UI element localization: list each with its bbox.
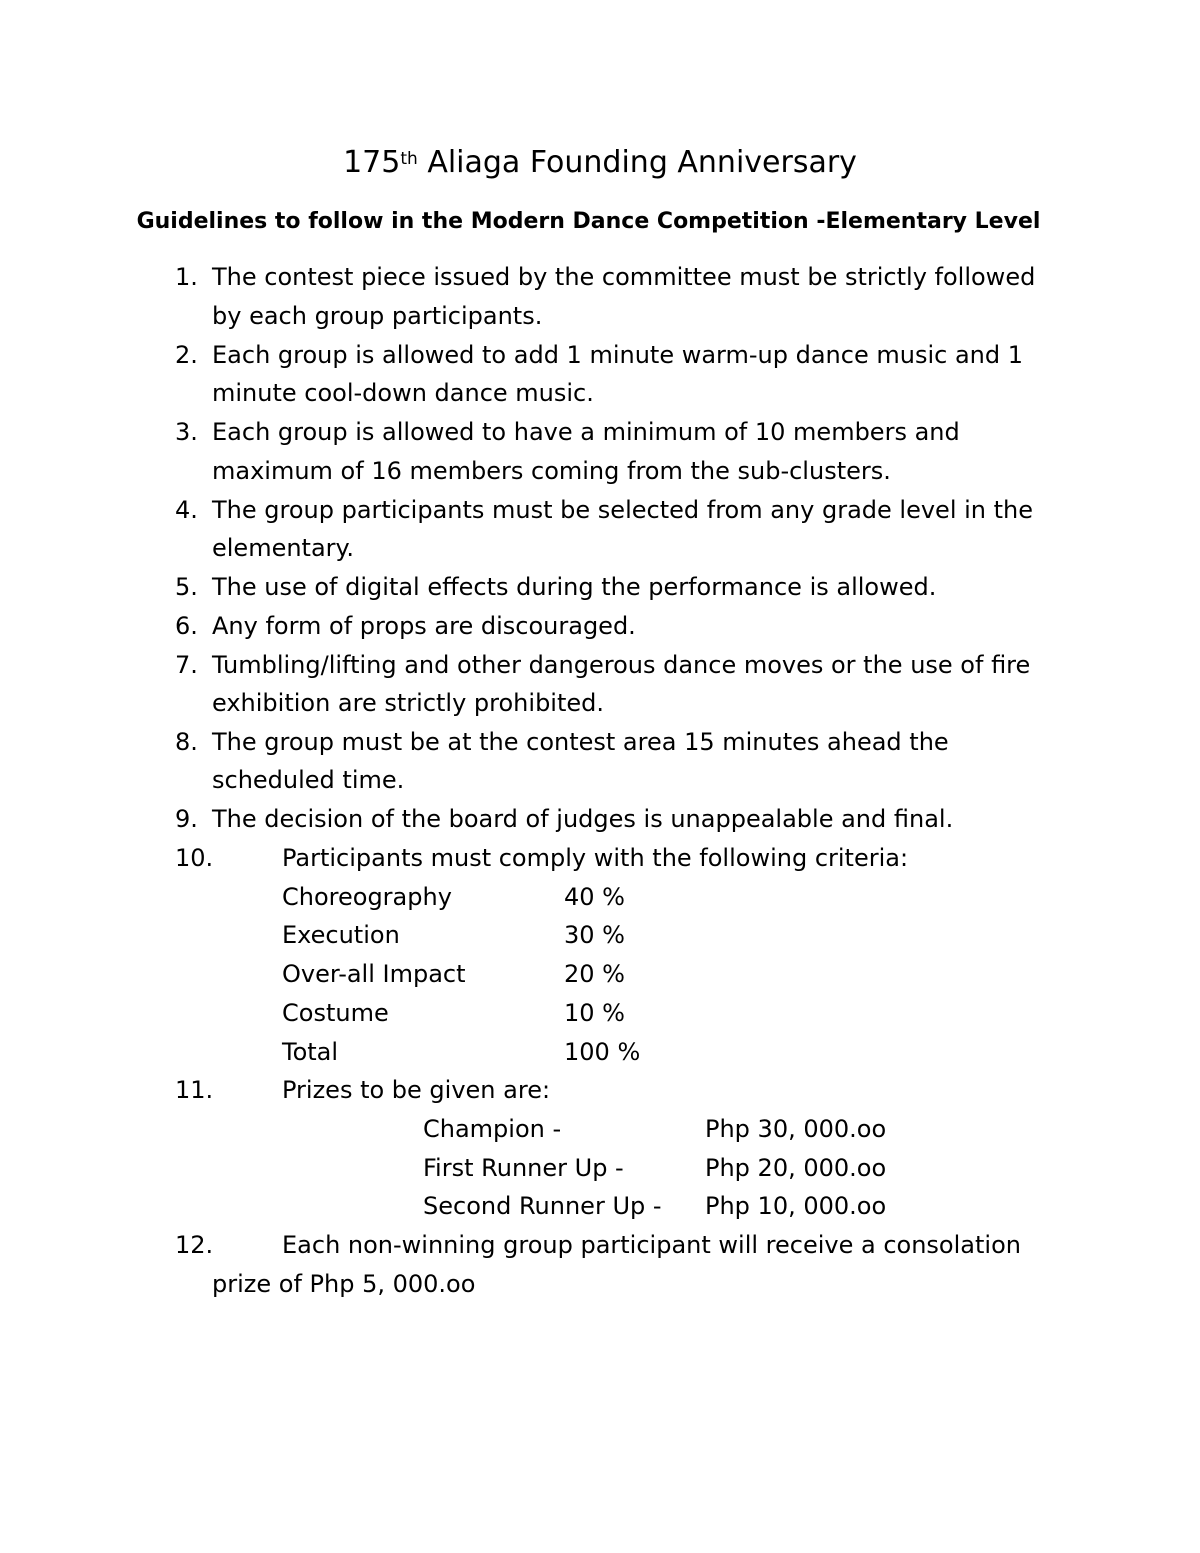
item-text-line: Each group is allowed to have a minimum of 10 members and — [212, 418, 960, 446]
criteria-value: 10 % — [564, 999, 625, 1027]
criteria-value: 30 % — [564, 921, 625, 949]
item-number: 8. — [175, 728, 198, 756]
criteria-name: Choreography — [282, 883, 452, 911]
document-title — [0, 142, 1200, 184]
item-number: 11. — [175, 1076, 214, 1104]
criteria-value: 20 % — [564, 960, 625, 988]
item-text-line: Each non-winning group participant will receive a consolation — [282, 1231, 1021, 1259]
item-number: 9. — [175, 805, 198, 833]
prize-name: Champion - — [423, 1115, 562, 1143]
item-text-line: by each group participants. — [212, 302, 543, 330]
item-text-line: maximum of 16 members coming from the sub-clusters. — [212, 457, 891, 485]
title-suffix: th — [400, 149, 418, 169]
item-text-line: Each group is allowed to add 1 minute warm-up dance music and 1 — [212, 341, 1023, 369]
item-number: 5. — [175, 573, 198, 601]
criteria-name: Over-all Impact — [282, 960, 466, 988]
item-text-line: Participants must comply with the following criteria: — [282, 844, 909, 872]
item-text-line: exhibition are strictly prohibited. — [212, 689, 605, 717]
item-number: 3. — [175, 418, 198, 446]
item-text-line: The decision of the board of judges is unappealable and final. — [212, 805, 954, 833]
title-rest: Aliaga Founding Anniversary — [417, 145, 857, 180]
item-text-line: The group must be at the contest area 15 minutes ahead the — [212, 728, 949, 756]
item-text-line: Any form of props are discouraged. — [212, 612, 636, 640]
prize-amount: Php 30, 000.oo — [705, 1115, 887, 1143]
item-number: 10. — [175, 844, 214, 872]
title-number: 175 — [343, 145, 401, 180]
item-text-line: The contest piece issued by the committee must be strictly followed — [212, 263, 1036, 291]
prize-amount: Php 10, 000.oo — [705, 1192, 887, 1220]
criteria-name: Total — [282, 1038, 339, 1066]
criteria-name: Execution — [282, 921, 400, 949]
item-text-line: scheduled time. — [212, 766, 405, 794]
criteria-name: Costume — [282, 999, 389, 1027]
prize-name: First Runner Up - — [423, 1154, 624, 1182]
item-number: 1. — [175, 263, 198, 291]
item-number: 12. — [175, 1231, 214, 1259]
item-text-line: The group participants must be selected from any grade level in the — [212, 496, 1034, 524]
item-number: 2. — [175, 341, 198, 369]
item-number: 4. — [175, 496, 198, 524]
item-text-line: Tumbling/lifting and other dangerous dance moves or the use of fire — [212, 651, 1031, 679]
item-text-line: prize of Php 5, 000.oo — [212, 1270, 476, 1298]
criteria-value: 40 % — [564, 883, 625, 911]
item-text-line: Prizes to be given are: — [282, 1076, 551, 1104]
criteria-value: 100 % — [564, 1038, 641, 1066]
prize-name: Second Runner Up - — [423, 1192, 662, 1220]
item-number: 7. — [175, 651, 198, 679]
prize-amount: Php 20, 000.oo — [705, 1154, 887, 1182]
item-text-line: The use of digital effects during the performance is allowed. — [212, 573, 937, 601]
item-text-line: elementary. — [212, 534, 354, 562]
item-text-line: minute cool-down dance music. — [212, 379, 594, 407]
document-subtitle: Guidelines to follow in the Modern Dance Competition -Elementary Level — [136, 209, 1041, 234]
item-number: 6. — [175, 612, 198, 640]
